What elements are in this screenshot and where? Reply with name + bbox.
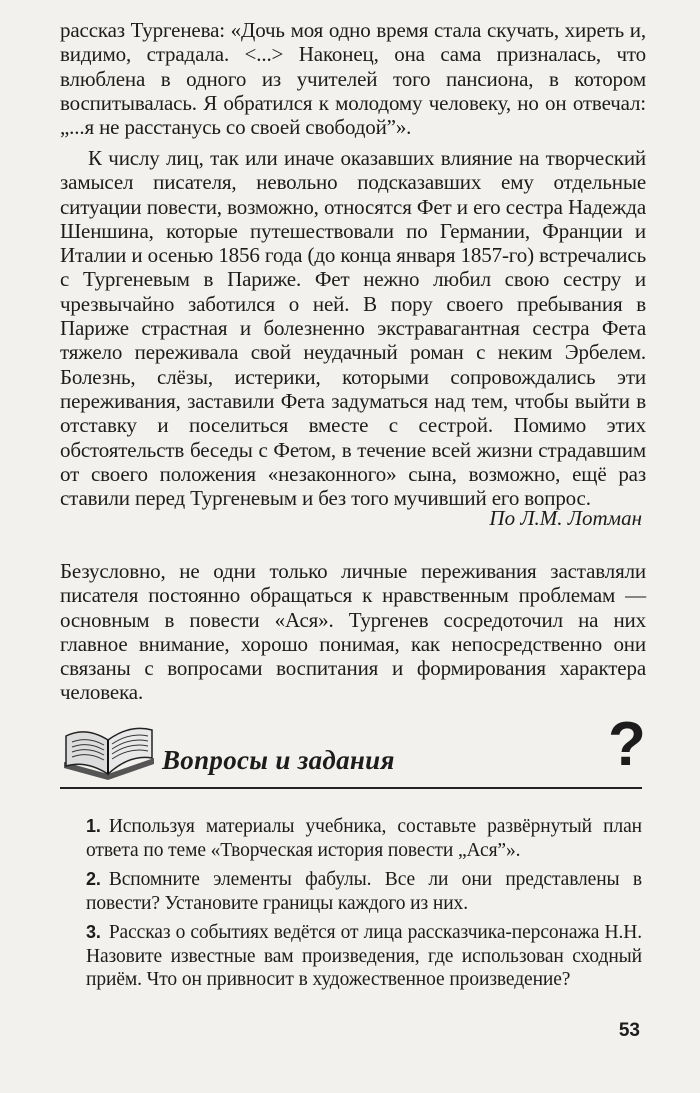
paragraph-text: рассказ Тургенева: «Дочь моя одно время стала скучать, хиреть и, видимо, страдала. <...> Наконец, она сама призналась, что влюблена в одного из учителей того пансиона, в котором воспитывалась. Я обратился к молодому человеку, но он отвечал: „...я не расстанусь со своей свободой”». [60,18,646,140]
question-text: Вспомните элементы фабулы. Все ли они представлены в повести? Установите границы каждого из них. [86,869,642,914]
question-text: Рассказ о событиях ведётся от лица рассказчика-персонажа Н.Н. Назовите известные вам произведения, где использован сходный приём. Что он привносит в художественное произведение? [86,922,642,990]
questions-section-header [50,700,650,796]
body-paragraph-2 [60,146,646,510]
page-number: 53 [618,1020,640,1041]
body-paragraph-1 [60,18,646,139]
section-title: Вопросы и задания [162,745,395,775]
section-divider [60,787,642,789]
question-number: 1. [86,816,101,836]
paragraph-text: Безусловно, не одни только личные переживания заставляли писателя постоянно обращаться к нравственным проблемам — основным в повести «Ася». Тургенев сосредоточил на них главное внимание, хорошо понимая, как непосредственно они связаны с вопросами воспитания и формирования характера человека. [60,559,646,705]
paragraph-text: К числу лиц, так или иначе оказавших влияние на творческий замысел писателя, невольно подсказавших ему отдельные ситуации повести, возможно, относятся Фет и его сестра Надежда Шеншина, которые путешествовали по Германии, Франции и Италии и осенью 1856 года (до конца января 1857-го) встречались с Тургеневым в Париже. Фет нежно любил свою сестру и чрезвычайно заботился о ней. В пору своего пребывания в Париже страстная и болезненно экстравагантная сестра Фета тяжело переживала свой неудачный роман с неким Эрбелем. Болезнь, слёзы, истерики, которыми сопровождались эти переживания, заставили Фета задуматься над тем, чтобы выйти в отставку и поселиться вместе с сестрой. Помимо этих обстоятельств беседы с Фетом, в течение всей жизни страдавшим от своего положения «незаконного» сына, возможно, ещё раз ставили перед Тургеневым и без того мучивший его вопрос. [60,146,646,511]
open-book-icon [60,718,158,780]
body-paragraph-3 [60,559,646,705]
list-item [86,921,642,992]
list-item [86,815,642,862]
question-number: 3. [86,922,101,942]
questions-list [86,815,642,998]
question-number: 2. [86,869,101,889]
quote-attribution: По Л.М. Лотман [489,506,642,530]
question-mark-icon: ? [608,710,646,779]
question-text: Используя материалы учебника, составьте развёрнутый план ответа по теме «Творческая история повести „Ася”». [86,816,642,861]
list-item [86,868,642,915]
